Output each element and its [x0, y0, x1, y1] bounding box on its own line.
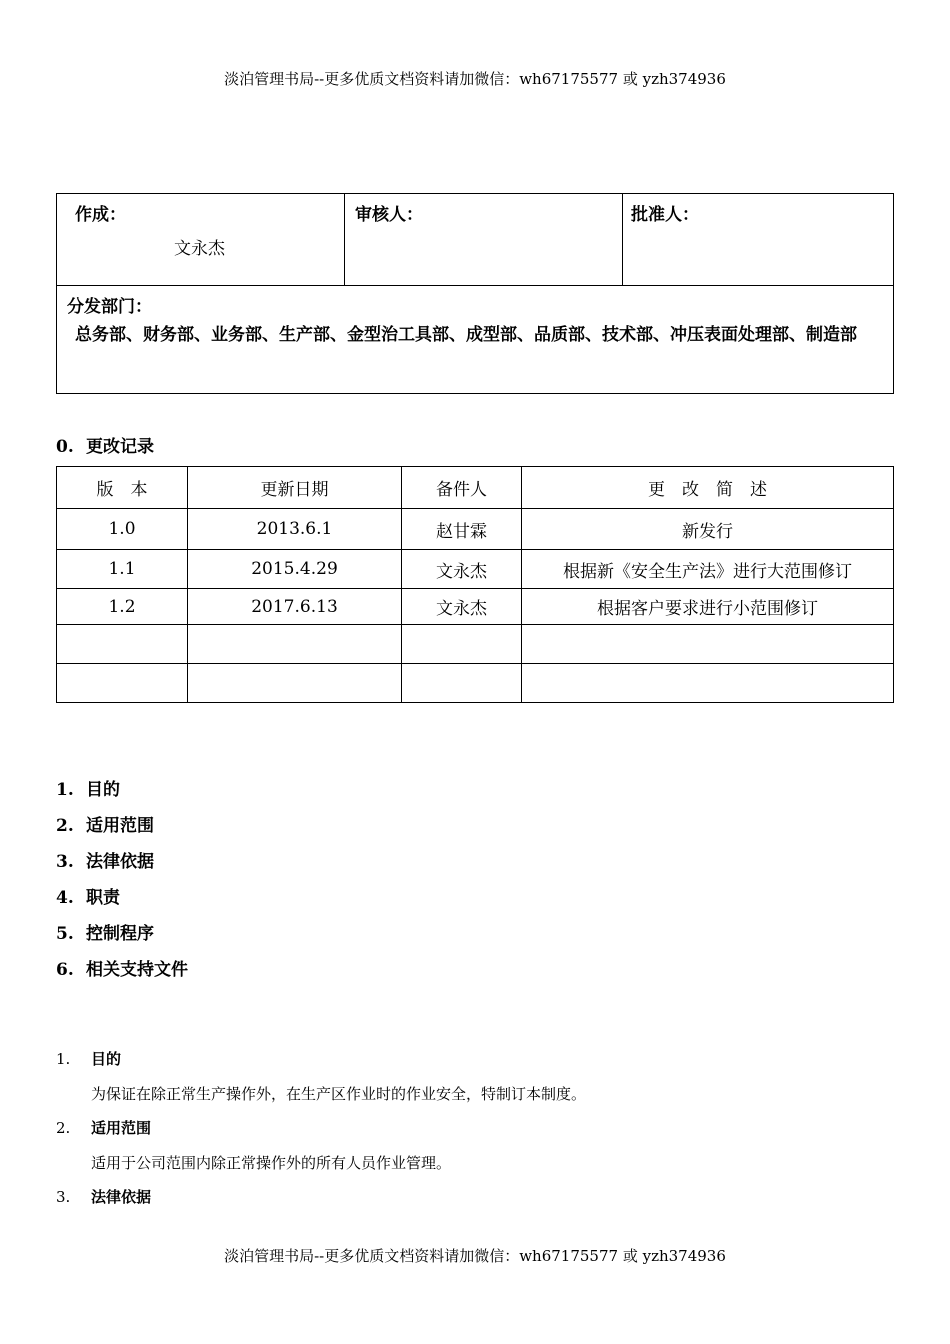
- approver-cell: [623, 194, 894, 286]
- page-header: 淡泊管理书局--更多优质文档资料请加微信：wh67175577 或 yzh374936: [224, 70, 726, 88]
- cell-preparer: [402, 664, 522, 703]
- cell-date: 2013.6.1: [188, 509, 402, 550]
- toc-item: [56, 916, 188, 952]
- header-preparer: 备件人: [402, 467, 522, 509]
- toc-title: 相关支持文件: [86, 960, 188, 980]
- toc-title: 控制程序: [86, 924, 154, 944]
- toc-title: 法律依据: [86, 852, 154, 872]
- cell-summary: 根据新《安全生产法》进行大范围修订: [522, 550, 894, 589]
- table-row: [57, 550, 894, 589]
- cell-summary: 新发行: [522, 509, 894, 550]
- cell-date: [188, 625, 402, 664]
- cell-summary: 根据客户要求进行小范围修订: [522, 589, 894, 625]
- table-row: [57, 589, 894, 625]
- cell-version: 1.2: [57, 589, 188, 625]
- section-number: 1.: [56, 1050, 71, 1068]
- section-body-purpose: 为保证在除正常生产操作外，在生产区作业时的作业安全，特制订本制度。: [91, 1085, 587, 1103]
- toc-item: [56, 880, 188, 916]
- author-name: 文永杰: [174, 239, 225, 259]
- cell-version: 1.0: [57, 509, 188, 550]
- approval-table: [56, 193, 894, 394]
- header-change-summary: 更 改 简 述: [522, 467, 894, 509]
- toc-number: 3.: [56, 852, 74, 872]
- approver-label: 批准人：: [631, 205, 699, 225]
- cell-preparer: 文永杰: [402, 550, 522, 589]
- author-label: 作成：: [75, 205, 126, 225]
- cell-summary: [522, 625, 894, 664]
- section-title: 目的: [91, 1050, 122, 1068]
- table-row: [57, 509, 894, 550]
- change-record-number: 0.: [56, 437, 74, 457]
- table-row: [57, 625, 894, 664]
- header-version: 版 本: [57, 467, 188, 509]
- section-heading-legal-basis: [56, 1186, 151, 1207]
- toc-number: 6.: [56, 960, 74, 980]
- section-number: 2.: [56, 1119, 71, 1137]
- author-cell: [57, 194, 345, 286]
- section-title: 法律依据: [91, 1188, 152, 1206]
- toc-number: 1.: [56, 780, 74, 800]
- section-heading-purpose: [56, 1048, 121, 1069]
- cell-preparer: [402, 625, 522, 664]
- cell-date: 2015.4.29: [188, 550, 402, 589]
- table-header-row: [57, 467, 894, 509]
- cell-version: [57, 625, 188, 664]
- header-update-date: 更新日期: [188, 467, 402, 509]
- toc-item: [56, 844, 188, 880]
- cell-version: [57, 664, 188, 703]
- table-of-contents: [56, 772, 188, 988]
- cell-date: [188, 664, 402, 703]
- section-heading-scope: [56, 1117, 151, 1138]
- toc-title: 职责: [86, 888, 120, 908]
- change-record-heading: [56, 432, 154, 457]
- cell-preparer: 文永杰: [402, 589, 522, 625]
- section-body-scope: 适用于公司范围内除正常操作外的所有人员作业管理。: [91, 1154, 452, 1172]
- cell-version: 1.1: [57, 550, 188, 589]
- distribution-cell: [57, 286, 894, 394]
- toc-number: 2.: [56, 816, 74, 836]
- distribution-label: 分发部门：: [67, 297, 152, 317]
- cell-preparer: 赵甘霖: [402, 509, 522, 550]
- change-record-title: 更改记录: [86, 437, 154, 457]
- toc-number: 5.: [56, 924, 74, 944]
- page-footer: 淡泊管理书局--更多优质文档资料请加微信：wh67175577 或 yzh374936: [224, 1247, 726, 1265]
- distribution-list: 总务部、财务部、业务部、生产部、金型治工具部、成型部、品质部、技术部、冲压表面处理部、制造部: [75, 325, 857, 345]
- toc-item: [56, 808, 188, 844]
- section-number: 3.: [56, 1188, 71, 1206]
- toc-item: [56, 952, 188, 988]
- table-row: [57, 664, 894, 703]
- toc-title: 目的: [86, 780, 120, 800]
- change-record-table: [56, 466, 894, 703]
- toc-title: 适用范围: [86, 816, 154, 836]
- toc-item: [56, 772, 188, 808]
- cell-date: 2017.6.13: [188, 589, 402, 625]
- section-title: 适用范围: [91, 1119, 152, 1137]
- reviewer-label: 审核人：: [355, 205, 423, 225]
- reviewer-cell: [345, 194, 623, 286]
- cell-summary: [522, 664, 894, 703]
- toc-number: 4.: [56, 888, 74, 908]
